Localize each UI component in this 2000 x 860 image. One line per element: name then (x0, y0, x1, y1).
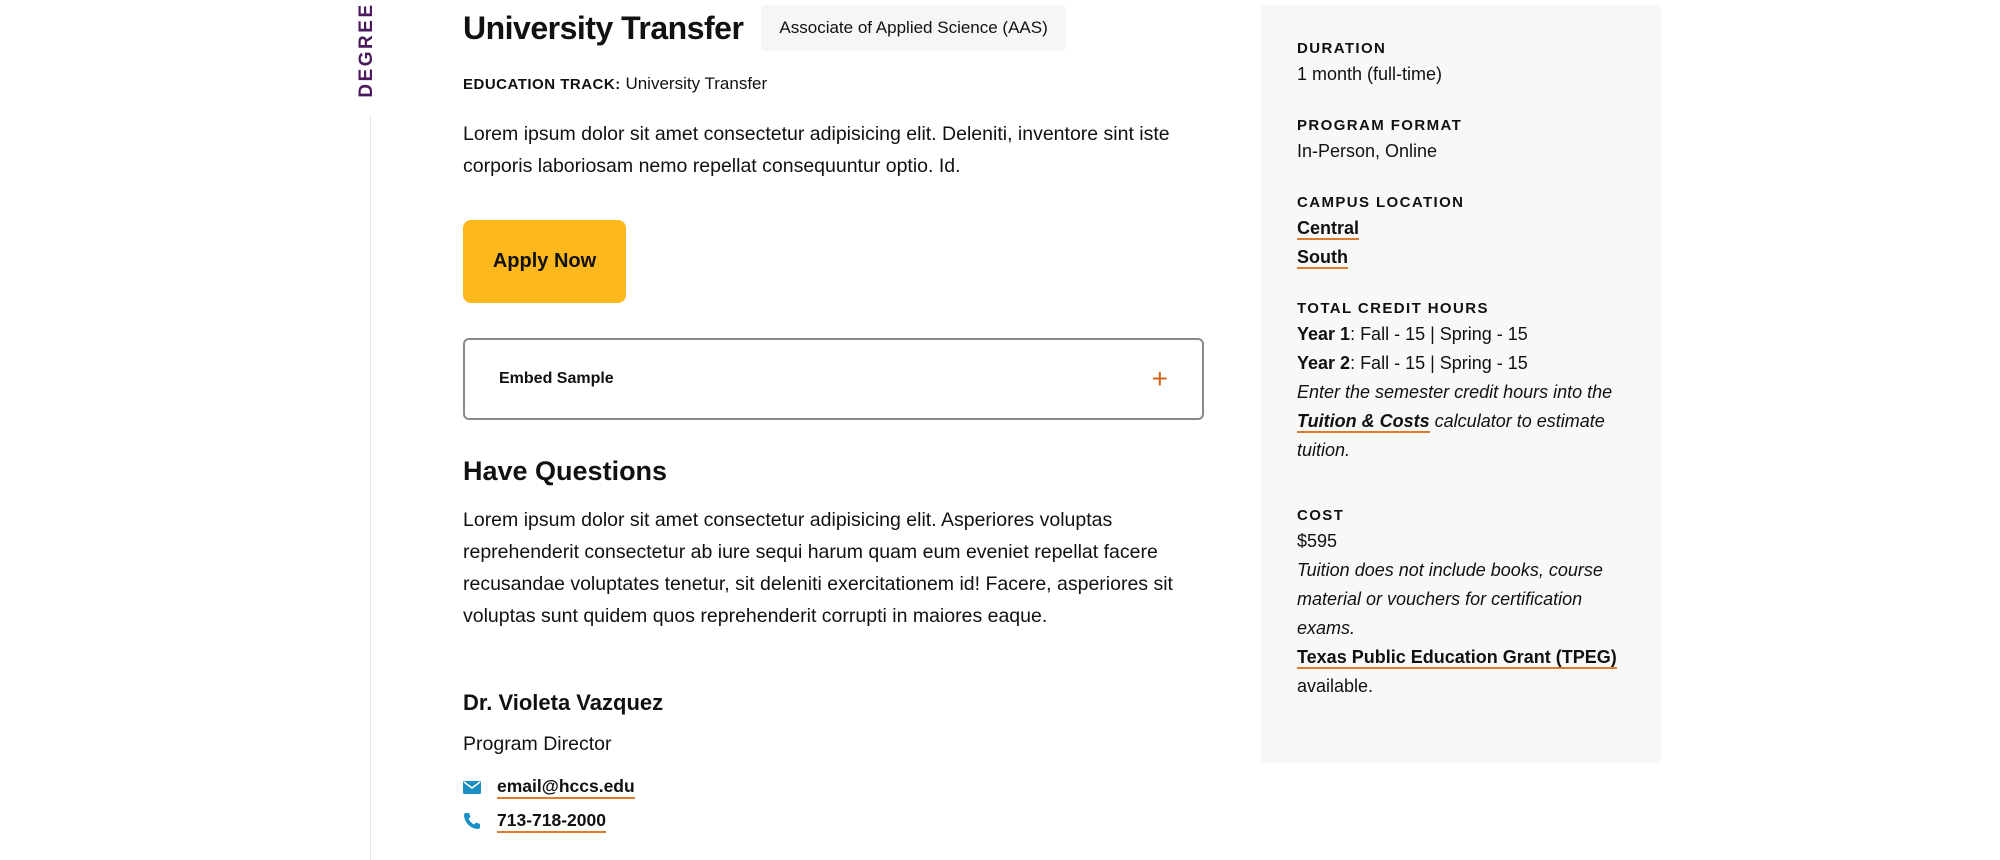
phone-icon (463, 812, 481, 830)
credits-note-after: calculator to estimate tuition. (1297, 411, 1605, 460)
year2-label: Year 2 (1297, 353, 1351, 373)
credits-label: TOTAL CREDIT HOURS (1297, 300, 1489, 317)
contact-name: Dr. Violeta Vazquez (463, 690, 664, 715)
cost-note: Tuition does not include books, course material or vouchers for certification exams. (1297, 560, 1603, 638)
accordion-label: Embed Sample (499, 370, 614, 387)
plus-icon[interactable]: + (1151, 363, 1168, 394)
degree-label-text: DEGREE (356, 2, 377, 98)
envelope-icon (463, 778, 481, 796)
degree-badge: Associate of Applied Science (AAS) (761, 5, 1065, 51)
format-value: In-Person, Online (1297, 141, 1438, 161)
tpeg-link[interactable]: Texas Public Education Grant (TPEG) (1297, 647, 1617, 667)
degree-label (356, 4, 378, 96)
program-details-sidebar (1261, 5, 1662, 763)
education-track-value: University Transfer (625, 74, 768, 93)
credits-note-before: Enter the semester credit hours into the (1297, 382, 1613, 402)
education-track (463, 74, 767, 94)
year1-label: Year 1 (1297, 324, 1351, 344)
duration-label: DURATION (1297, 40, 1387, 57)
format-section (1297, 115, 1637, 166)
email-row (463, 775, 635, 799)
questions-text: Lorem ipsum dolor sit amet consectetur adipisicing elit. Asperiores voluptas reprehenderit consectetur ab iure sequi harum quam eum eveniet repellat facere recusandae voluptates tenetur, sit deleniti exercitationem id! Facere, asperiores sit voluptas sunt quidem quos reprehenderit corrupti in maiores eaque. (463, 509, 1173, 627)
email-link[interactable]: email@hccs.edu (497, 775, 635, 799)
cost-section (1297, 505, 1637, 701)
education-track-label: EDUCATION TRACK: (463, 76, 621, 93)
apply-now-button[interactable]: Apply Now (463, 220, 626, 303)
tuition-costs-link[interactable]: Tuition & Costs (1297, 411, 1430, 431)
duration-value: 1 month (full-time) (1297, 64, 1443, 84)
duration-section (1297, 38, 1637, 89)
phone-link[interactable]: 713-718-2000 (497, 809, 606, 833)
page-title: University Transfer (463, 10, 744, 46)
questions-heading: Have Questions (463, 456, 668, 486)
credits-section (1297, 298, 1637, 465)
campus-link-central[interactable]: Central (1297, 218, 1360, 238)
campus-label: CAMPUS LOCATION (1297, 194, 1465, 211)
campus-link-south[interactable]: South (1297, 247, 1348, 267)
phone-row (463, 809, 606, 833)
title-row (463, 5, 1066, 51)
year1-value: : Fall - 15 | Spring - 15 (1350, 324, 1528, 344)
cost-value: $595 (1297, 531, 1338, 551)
divider (370, 115, 371, 860)
campus-section (1297, 192, 1637, 272)
cost-label: COST (1297, 507, 1345, 524)
year2-value: : Fall - 15 | Spring - 15 (1350, 353, 1528, 373)
contact-role: Program Director (463, 733, 612, 755)
tpeg-after: available. (1297, 676, 1374, 696)
embed-sample-accordion[interactable] (463, 338, 1204, 420)
intro-text: Lorem ipsum dolor sit amet consectetur adipisicing elit. Deleniti, inventore sint iste corporis laboriosam nemo repellat consequuntur optio. Id. (463, 123, 1170, 177)
format-label: PROGRAM FORMAT (1297, 117, 1463, 134)
